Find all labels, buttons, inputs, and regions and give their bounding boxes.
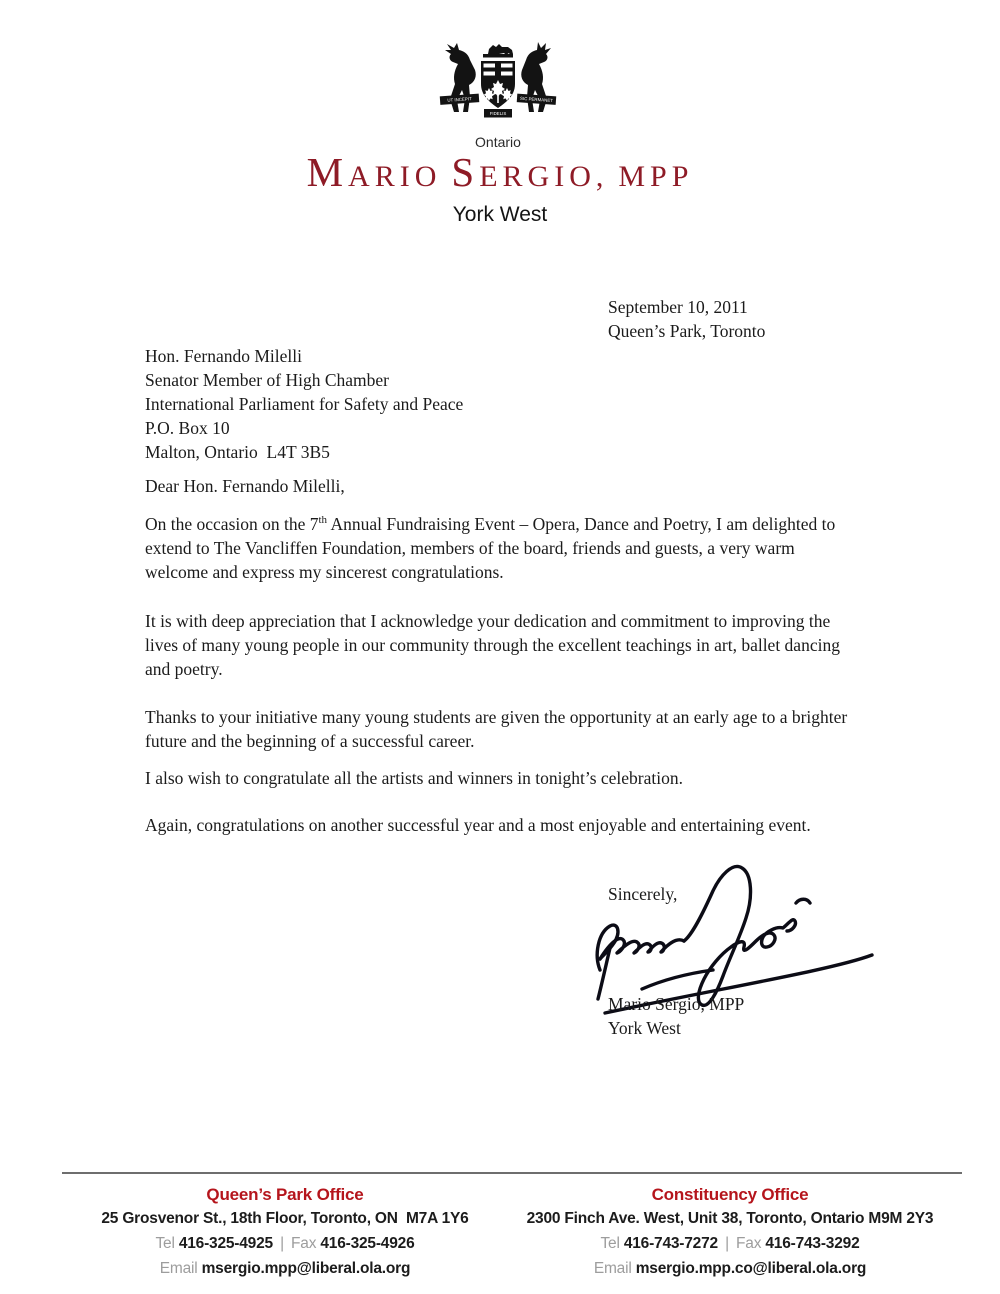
- letter-place: Queen’s Park, Toronto: [608, 321, 766, 341]
- motto-bottom-text: FIDELIS: [489, 111, 507, 117]
- paragraph-1: On the occasion on the 7th Annual Fundraising Event – Opera, Dance and Poetry, I am delighted to extend to The Vancliffen Foundation, members of the board, friends and guests, a very warm welcome and express my sincerest congratulations.: [145, 514, 836, 582]
- signer-name: Mario Sergio, MPP: [608, 994, 745, 1014]
- ordinal-superscript: th: [318, 514, 328, 527]
- office-email-line: [505, 1256, 955, 1281]
- fax-number: 416-743-3292: [765, 1235, 860, 1252]
- office-phone-line: [505, 1231, 955, 1256]
- paragraph-5: Again, congratulations on another successful year and a most enjoyable and entertaining event.: [145, 815, 811, 835]
- salutation: Dear Hon. Fernando Milelli,: [145, 476, 345, 496]
- footer-queens-park-office: [60, 1183, 510, 1281]
- recipient-address: [145, 344, 463, 464]
- recipient-line: Hon. Fernando Milelli: [145, 346, 302, 366]
- valediction: Sincerely,: [608, 884, 678, 904]
- tel-number: 416-325-4925: [178, 1235, 273, 1252]
- signature-block: [608, 992, 744, 1040]
- name-initial: M: [306, 149, 349, 195]
- letterhead-name: MARIO SERGIO, MPP: [306, 149, 694, 195]
- recipient-line: Malton, Ontario L4T 3B5: [145, 442, 330, 462]
- tel-number: 416-743-7272: [623, 1235, 718, 1252]
- paragraph-2: It is with deep appreciation that I acknowledge your dedication and commitment to improving the lives of many young people in our community through the excellent teachings in art, ballet dancing and poetry.: [145, 611, 840, 679]
- separator: |: [725, 1235, 729, 1252]
- motto-right-text: SIC PERMANET: [519, 95, 554, 104]
- office-email-line: [60, 1256, 510, 1281]
- tel-label: Tel: [155, 1235, 175, 1252]
- date-block: [608, 295, 765, 343]
- office-address: 2300 Finch Ave. West, Unit 38, Toronto, Ontario M9M 2Y3: [526, 1210, 934, 1227]
- office-address: 25 Grosvenor St., 18th Floor, Toronto, ON M7A 1Y6: [101, 1210, 469, 1227]
- recipient-line: Senator Member of High Chamber: [145, 370, 389, 390]
- letterhead-riding: York West: [452, 203, 548, 226]
- footer-constituency-office: [505, 1183, 955, 1281]
- fax-label: Fax: [291, 1235, 317, 1252]
- office-title: Queen’s Park Office: [206, 1185, 364, 1204]
- name-suffix: MPP: [618, 160, 694, 193]
- crest-caption: Ontario: [475, 134, 521, 150]
- recipient-line: International Parliament for Safety and Peace: [145, 394, 464, 414]
- letter-date: September 10, 2011: [608, 297, 748, 317]
- tel-label: Tel: [600, 1235, 620, 1252]
- signer-riding: York West: [608, 1018, 681, 1038]
- email-label: Email: [159, 1260, 198, 1277]
- separator: |: [280, 1235, 284, 1252]
- fax-number: 416-325-4926: [320, 1235, 415, 1252]
- email-address: msergio.mpp.co@liberal.ola.org: [635, 1260, 867, 1277]
- name-initial: S: [451, 149, 480, 195]
- footer-divider: [62, 1172, 962, 1174]
- office-phone-line: [60, 1231, 510, 1256]
- email-address: msergio.mpp@liberal.ola.org: [201, 1260, 411, 1277]
- motto-left-text: UT INCEPIT: [447, 96, 472, 103]
- paragraph-4: I also wish to congratulate all the artists and winners in tonight’s celebration.: [145, 768, 683, 788]
- coat-of-arms-icon: [437, 36, 559, 128]
- fax-label: Fax: [736, 1235, 762, 1252]
- office-title: Constituency Office: [651, 1185, 809, 1204]
- recipient-line: P.O. Box 10: [145, 418, 230, 438]
- email-label: Email: [593, 1260, 632, 1277]
- paragraph-3: Thanks to your initiative many young students are given the opportunity at an early age to a brighter future and the beginning of a successful career.: [145, 707, 848, 751]
- ontario-coat-of-arms: [437, 36, 559, 150]
